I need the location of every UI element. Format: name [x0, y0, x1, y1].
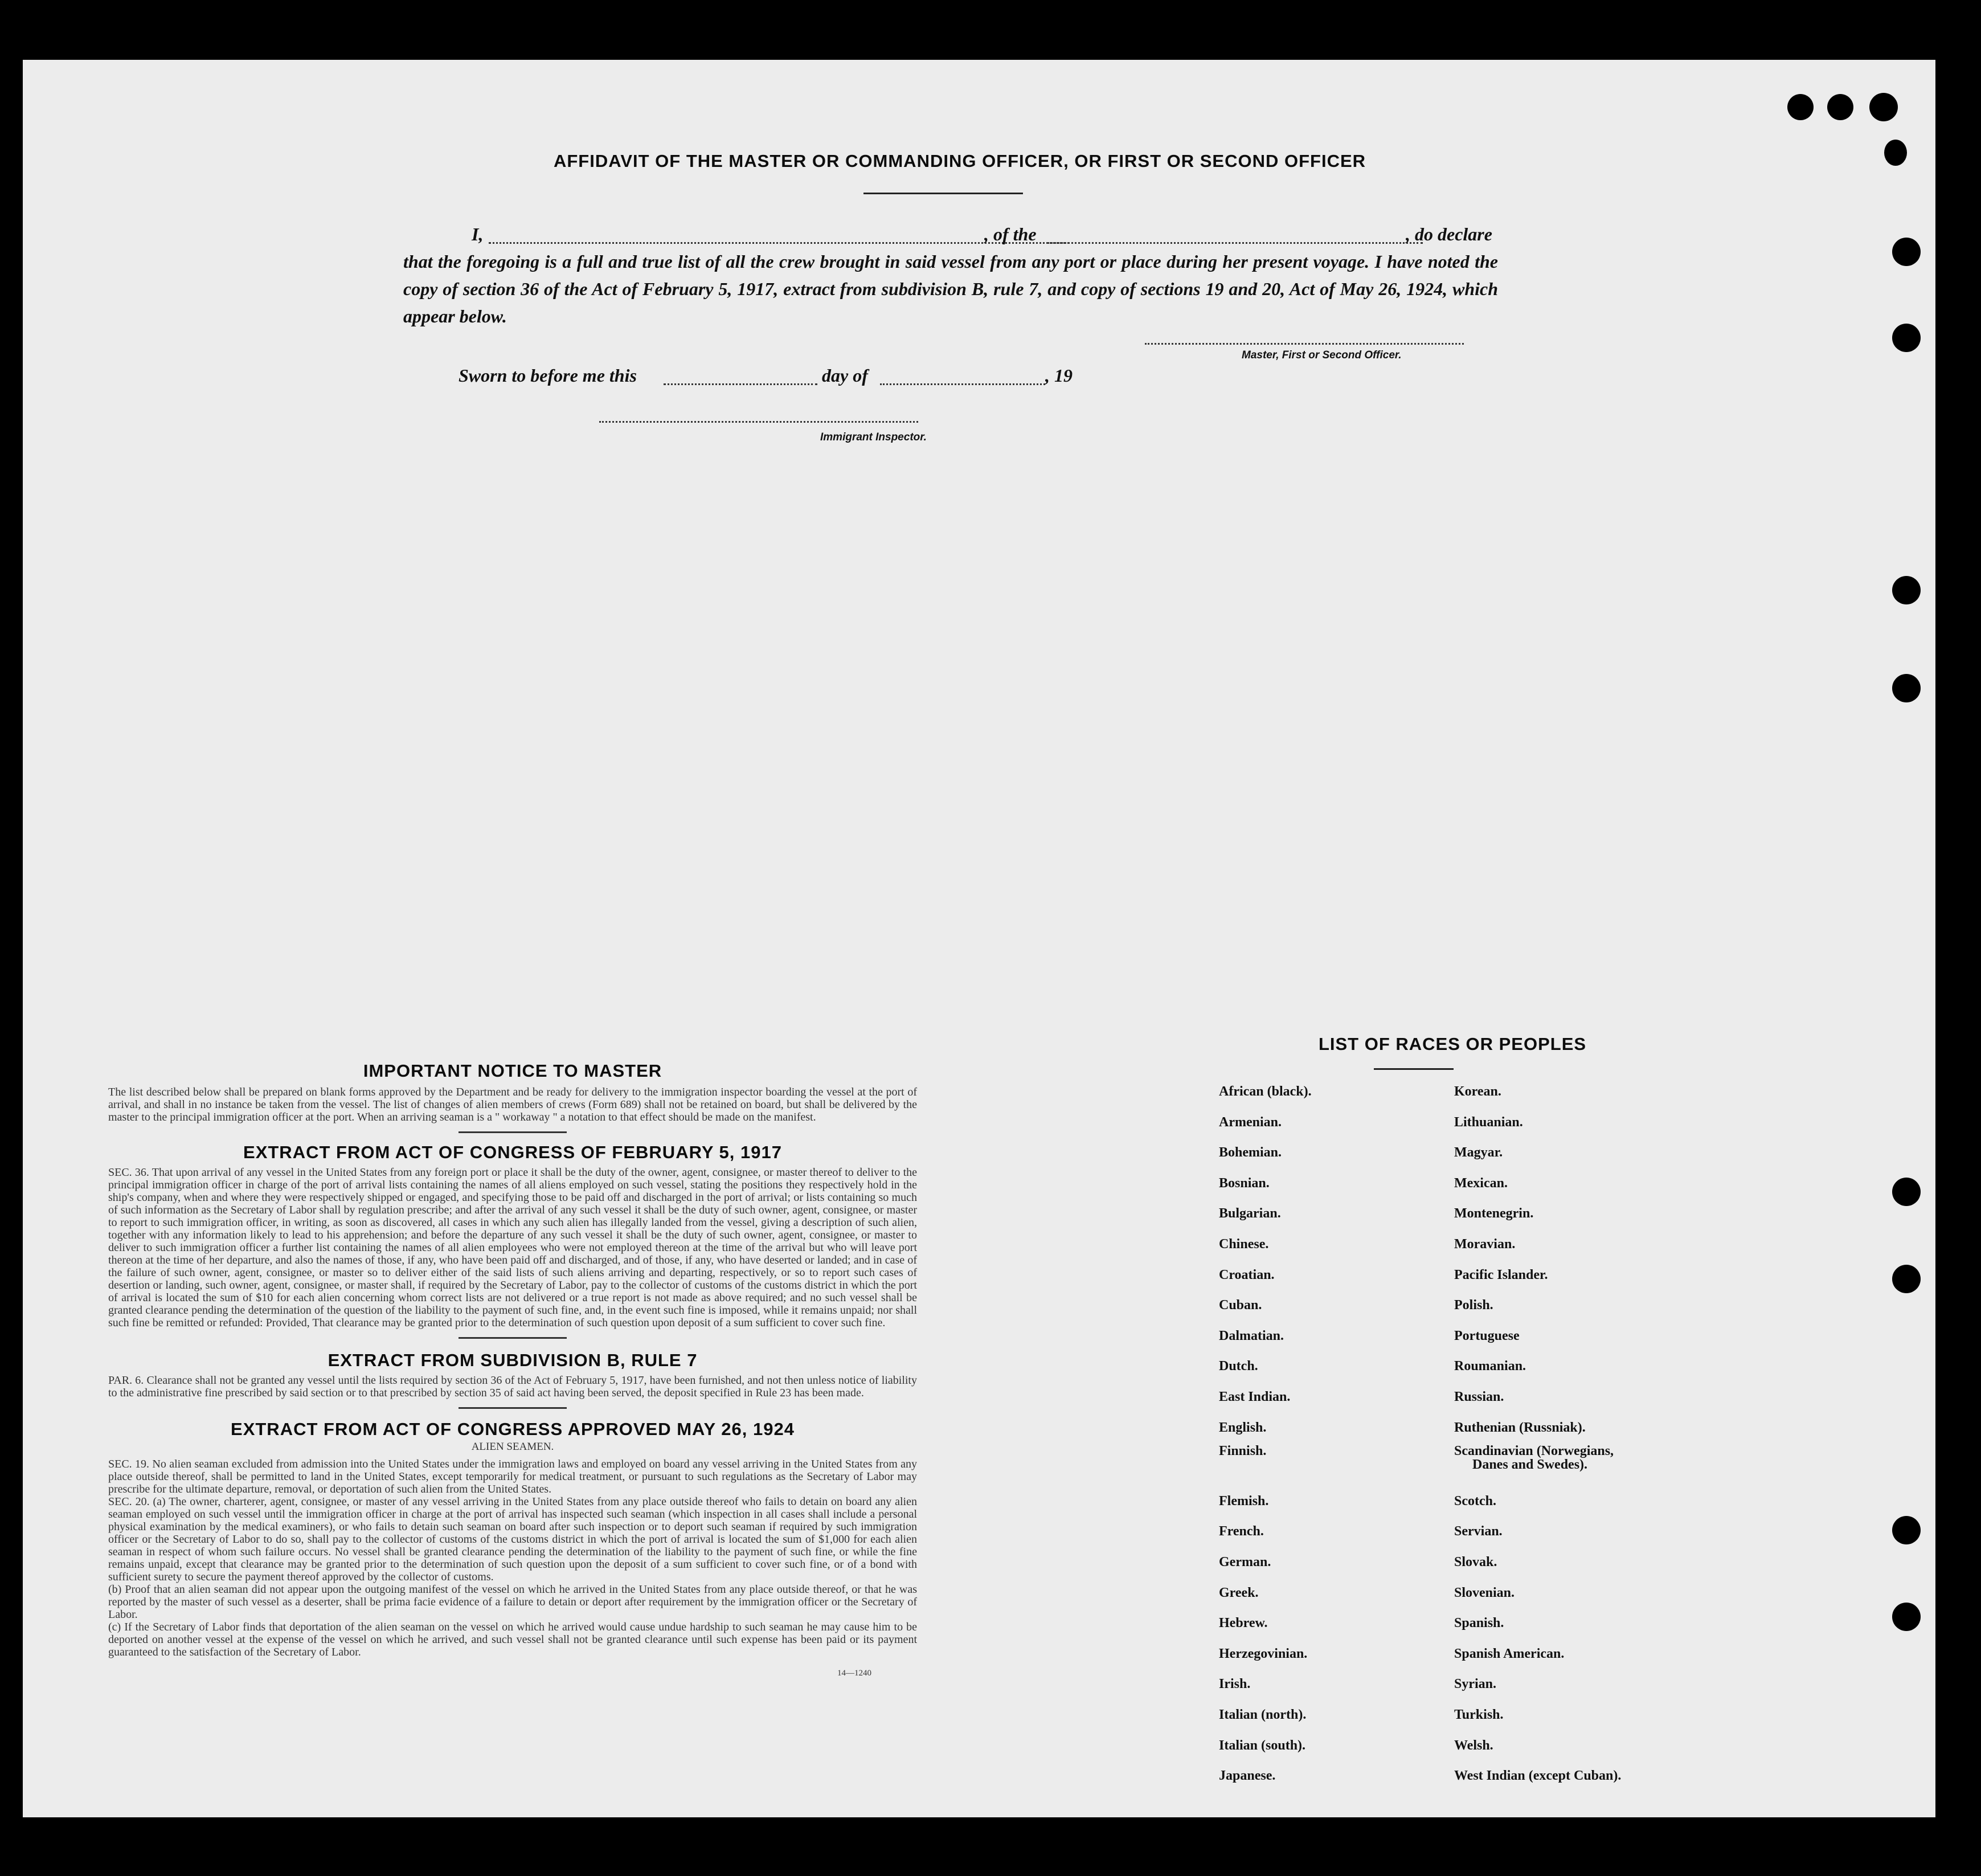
race-item: West Indian (except Cuban). [1454, 1768, 1622, 1784]
race-item: Lithuanian. [1454, 1114, 1523, 1130]
race-item: Dalmatian. [1219, 1328, 1284, 1343]
divider-3 [459, 1407, 567, 1409]
race-item: Italian (north). [1219, 1707, 1307, 1722]
inspector-signature-line[interactable] [599, 421, 918, 423]
races-title: LIST OF RACES OR PEOPLES [1318, 1034, 1587, 1054]
binder-hole [1787, 94, 1814, 120]
binder-hole [1892, 1265, 1921, 1293]
binder-hole [1827, 94, 1853, 120]
affidavit-title: AFFIDAVIT OF THE MASTER OR COMMANDING OFFICER, OR FIRST OR SECOND OFFICER [553, 151, 1366, 171]
race-item: Welsh. [1454, 1738, 1493, 1753]
race-scandinavian-line2: Danes and Swedes). [1472, 1457, 1588, 1473]
race-item: Bohemian. [1219, 1145, 1282, 1160]
word-i: I, [472, 224, 484, 244]
race-item: Servian. [1454, 1524, 1503, 1539]
sworn-month-blank[interactable] [880, 383, 1045, 385]
binder-hole [1892, 1603, 1921, 1631]
sworn-day-blank[interactable] [664, 383, 817, 385]
inspector-caption: Immigrant Inspector. [820, 431, 927, 443]
extract-1917-body: SEC. 36. That upon arrival of any vessel in the United States from any foreign port or place it shall be the duty of the owner, agent, consignee, or master thereof to deliver to the principal immigration officer in charge of the port of arrival lists containing the names of all aliens employed on such vessel, stating the positions they respectively hold in the ship's company, when and where they were respectively shipped or engaged, and specifying those to be paid off and discharged in the port of arrival; or lists containing so much of such information as the Secretary of Labor shall by regulation prescribe; and after the arrival of any such vessel it shall be the duty of such owner, agent, consignee, or master to report to such immigration officer, in writing, as soon as discovered, all cases in which any such alien has illegally landed from the vessel, giving a description of such alien, together with any information likely to lead to his apprehension; and before the departure of any such vessel it shall be the duty of such owner, agent, consignee, or master to deliver to such immigration officer a further list containing the names of all alien employees who were not employed thereon at the time of the arrival but who will leave port thereon at the time of her departure, and also the names of those, if any, who have been paid off and discharged, and of those, if any, who have deserted or landed; and in case of the failure of such owner, agent, consignee, or master so to deliver either of the said lists of such aliens arriving and departing, respectively, or so to report such cases of desertion or landing, such owner, agent, consignee, or master shall, if required by the Secretary of Labor, pay to the collector of customs of the customs district in which the port of arrival is located the sum of $10 for each alien concerning whom correct lists are not delivered or a true report is not made as above required; and no such vessel shall be granted clearance pending the determination of the question of the liability to the payment of such fine, and, in the event such fine is imposed, while it remains unpaid; nor shall such fine be remitted or refunded: Provided, That clearance may be granted prior to the determination of such question upon deposit of a sum sufficient to cover such fine. [108, 1166, 917, 1329]
race-item: Pacific Islander. [1454, 1267, 1548, 1282]
race-item: Mexican. [1454, 1175, 1508, 1191]
divider-2 [459, 1337, 567, 1339]
extract-1924-sec20c: (c) If the Secretary of Labor finds that deportation of the alien seaman on the vessel on which he arrived would cause undue hardship to such seaman he may cause him to be deported on another vessel at the expense of the vessel on which he arrived, and such vessel shall not be granted clearance until such expense has been paid or its payment guaranteed to the satisfaction of the Secretary of Labor. [108, 1621, 917, 1658]
affidavit-first-line [403, 220, 1498, 248]
legal-column [108, 1060, 917, 1678]
race-item: Italian (south). [1219, 1738, 1306, 1753]
name-blank[interactable] [489, 242, 1070, 244]
race-item: Russian. [1454, 1389, 1504, 1404]
binder-hole [1869, 93, 1898, 121]
extract-1917-title: EXTRACT FROM ACT OF CONGRESS OF FEBRUARY 5, 1917 [243, 1142, 782, 1162]
race-item: African (black). [1219, 1084, 1312, 1099]
race-item: Irish. [1219, 1677, 1251, 1692]
race-item: Greek. [1219, 1585, 1259, 1600]
form-number: 14—1240 [837, 1669, 871, 1678]
race-item: Herzegovinian. [1219, 1646, 1308, 1661]
race-item: Montenegrin. [1454, 1206, 1534, 1221]
word-of-the: , of the [984, 224, 1037, 244]
binder-hole [1892, 674, 1921, 702]
race-item: Bosnian. [1219, 1175, 1270, 1191]
divider-1 [459, 1131, 567, 1133]
race-item: Portuguese [1454, 1328, 1520, 1343]
extract-rule7-body: PAR. 6. Clearance shall not be granted any vessel until the lists required by section 36 of the Act of February 5, 1917, have been furnished, and not then unless notice of liability to the administrative fine prescribed by said section or to that prescribed by section 35 of said act having been served, the deposit specified in Rule 23 has been made. [108, 1374, 917, 1399]
form-sheet [23, 60, 1935, 1817]
race-item: Turkish. [1454, 1707, 1504, 1722]
extract-1924-subtitle: ALIEN SEAMEN. [471, 1441, 554, 1453]
race-item: East Indian. [1219, 1389, 1291, 1404]
race-item: Scandinavian (Norwegians, [1454, 1444, 1614, 1459]
sworn-year: , 19 [1045, 365, 1073, 386]
race-item: Flemish. [1219, 1493, 1269, 1509]
race-item: Cuban. [1219, 1298, 1262, 1313]
master-signature-line[interactable] [1145, 343, 1464, 345]
race-item: Croatian. [1219, 1267, 1275, 1282]
race-item: English. [1219, 1420, 1267, 1435]
extract-1924-sec20a: SEC. 20. (a) The owner, charterer, agent, consignee, or master of any vessel arriving in the United States from any place outside thereof who fails to detain on board any alien seaman employed on such vessel until the immigration officer in charge at the port of arrival has inspected such seaman (which inspection in all cases shall include a personal physical examination by the medical examiners), or who fails to detain such seaman on board after such inspection or to deport such seaman if required by such immigration officer or the Secretary of Labor to do so, shall pay to the collector of customs of the customs district in which the port of arrival is located the sum of $1,000 for each alien seaman in respect of whom such failure occurs. No vessel shall be granted clearance pending the determination of the liability to the payment of such fine, or while the fine remains unpaid, except that clearance may be granted prior to the determination of such question upon the deposit of a sum sufficient to cover such fine, or of a bond with sufficient surety to secure the payment thereof approved by the collector of customs. [108, 1495, 917, 1583]
extract-1924-sec19: SEC. 19. No alien seaman excluded from admission into the United States under the immigration laws and employed on board any vessel arriving in the United States from any place outside thereof, shall be permitted to land in the United States, except temporarily for medical treatment, or pursuant to such regulations as the Secretary of Labor may prescribe for the ultimate departure, removal, or deportation of such alien from the United States. [108, 1458, 917, 1495]
race-item: Slovenian. [1454, 1585, 1515, 1600]
race-item: Hebrew. [1219, 1616, 1268, 1631]
master-caption: Master, First or Second Officer. [1242, 349, 1402, 361]
notice-title: IMPORTANT NOTICE TO MASTER [363, 1061, 662, 1081]
extract-1924-sec20b: (b) Proof that an alien seaman did not appear upon the outgoing manifest of the vessel on which he arrived in the United States from any place outside thereof, or that he was reported by the master of such vessel as a deserter, shall be prima facie evidence of a failure to detain or deport after requirement by the immigration officer or the Secretary of Labor. [108, 1583, 917, 1621]
binder-hole [1892, 576, 1921, 604]
race-item: Dutch. [1219, 1359, 1258, 1374]
extract-1924-title: EXTRACT FROM ACT OF CONGRESS APPROVED MAY 26, 1924 [231, 1419, 795, 1439]
binder-hole [1884, 140, 1907, 166]
affidavit-declaration: that the foregoing is a full and true list of all the crew brought in said vessel from any port or place during her present voyage. I have noted the copy of section 36 of the Act of February 5, 1917, extract from subdivision B, rule 7, and copy of sections 19 and 20, Act of May 26, 1924, which appear below. [403, 251, 1498, 326]
race-item: German. [1219, 1555, 1271, 1570]
race-item: Moravian. [1454, 1237, 1516, 1252]
notice-body: The list described below shall be prepared on blank forms approved by the Department and be ready for delivery to the immigration inspector boarding the vessel at the port of arrival, and shall in no instance be taken from the vessel. The list of changes of alien members of crews (Form 689) shall not be retained on board, but shall be delivered by the master to the principal immigration officer at the port. When an arriving seaman is a " workaway " a notation to that effect should be made on the manifest. [108, 1086, 917, 1123]
sworn-line [459, 362, 1142, 389]
race-item: Japanese. [1219, 1768, 1276, 1784]
race-item: Syrian. [1454, 1677, 1497, 1692]
title-underline [863, 193, 1023, 194]
race-item: Polish. [1454, 1298, 1493, 1313]
binder-hole [1892, 1516, 1921, 1544]
race-item: Slovak. [1454, 1555, 1497, 1570]
race-item: Bulgarian. [1219, 1206, 1281, 1221]
binder-hole [1892, 238, 1921, 266]
race-item: Korean. [1454, 1084, 1501, 1099]
race-item: Magyar. [1454, 1145, 1503, 1160]
vessel-blank[interactable] [1047, 242, 1423, 244]
sworn-lead: Sworn to before me this [459, 365, 637, 386]
extract-rule7-title: EXTRACT FROM SUBDIVISION B, RULE 7 [328, 1350, 698, 1370]
race-item: Spanish. [1454, 1616, 1504, 1631]
races-underline [1374, 1068, 1454, 1070]
binder-hole [1892, 324, 1921, 352]
race-item: Roumanian. [1454, 1359, 1526, 1374]
sworn-day: day of [822, 365, 868, 386]
race-item: Armenian. [1219, 1114, 1282, 1130]
race-item: Chinese. [1219, 1237, 1269, 1252]
race-item: Spanish American. [1454, 1646, 1565, 1661]
binder-hole [1892, 1178, 1921, 1206]
race-item: Scotch. [1454, 1493, 1496, 1509]
race-item: Finnish. [1219, 1444, 1267, 1459]
word-do-declare: , do declare [1406, 224, 1492, 244]
race-item: French. [1219, 1524, 1264, 1539]
race-item: Ruthenian (Russniak). [1454, 1420, 1586, 1435]
